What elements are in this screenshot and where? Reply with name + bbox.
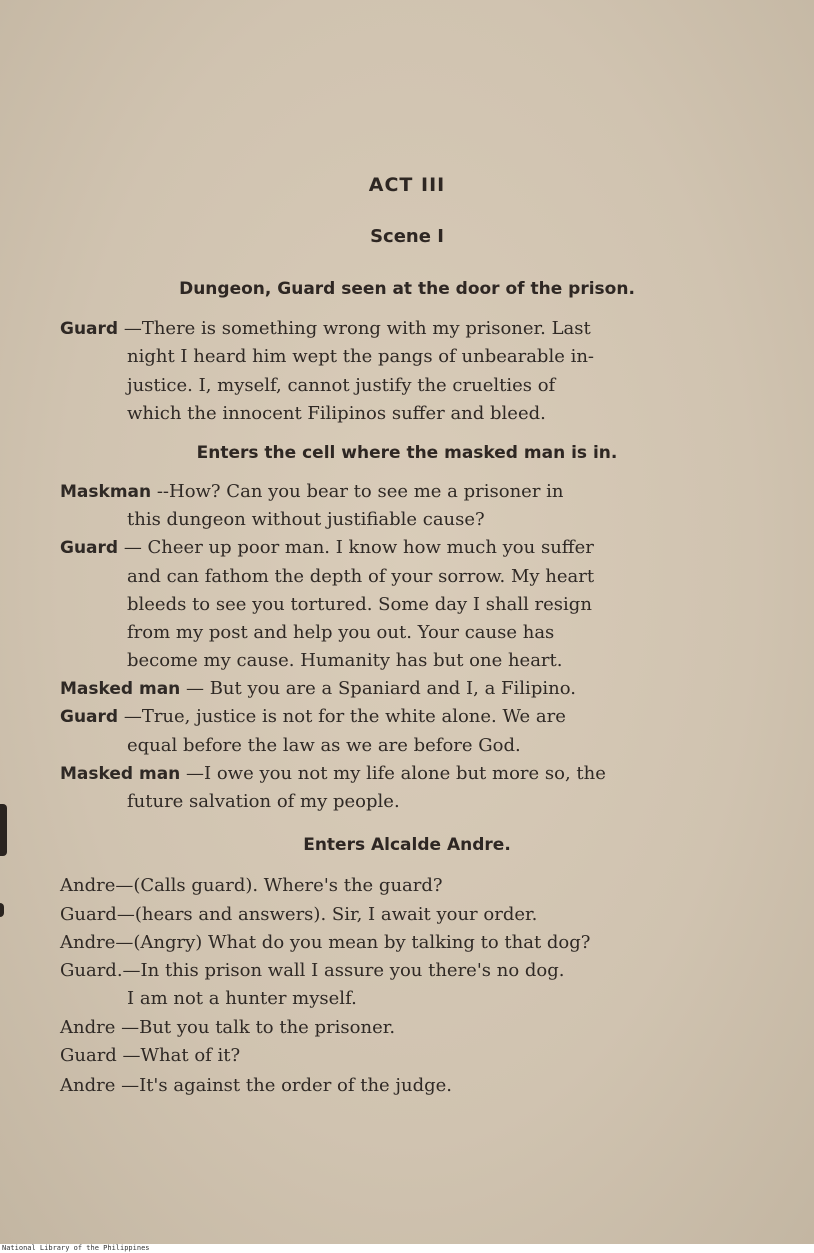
dialogue-line — [127, 373, 555, 399]
binding-mark — [0, 903, 4, 917]
line-text: from my post and help you out. Your cause has — [127, 622, 555, 643]
line-text: become my cause. Humanity has but one heart. — [127, 650, 563, 671]
dialogue-line — [127, 507, 485, 533]
dialogue-line — [60, 958, 565, 984]
speaker: Maskman — [60, 482, 152, 502]
line-text: Andre —But you talk to the prisoner. — [60, 1017, 396, 1038]
line-text: Guard—(hears and answers). Sir, I await your order. — [60, 904, 538, 925]
stage-direction: Enters Alcalde Andre. — [303, 835, 511, 855]
line-text: — But you are a Spaniard and I, a Filipino. — [180, 678, 576, 699]
dialogue-line — [60, 1043, 240, 1069]
line-text: night I heard him wept the pangs of unbearable in- — [127, 346, 595, 367]
line-text: — Cheer up poor man. I know how much you suffer — [118, 537, 594, 558]
dialogue-line — [127, 564, 594, 590]
dialogue-line — [127, 620, 554, 646]
dialogue-line — [127, 401, 546, 427]
line-text: and can fathom the depth of your sorrow. My heart — [127, 566, 595, 587]
scene-heading: Scene I — [370, 226, 444, 247]
dialogue-line — [127, 648, 563, 674]
dialogue-line — [60, 704, 566, 730]
line-text: —True, justice is not for the white alone. We are — [118, 706, 566, 727]
line-text: justice. I, myself, cannot justify the cruelties of — [127, 375, 556, 396]
stage-direction: Dungeon, Guard seen at the door of the prison. — [179, 279, 635, 299]
line-text: Guard —What of it? — [60, 1045, 241, 1066]
line-text: future salvation of my people. — [127, 791, 400, 812]
line-text: Andre —It's against the order of the judge. — [60, 1075, 453, 1096]
line-text: bleeds to see you tortured. Some day I shall resign — [127, 594, 592, 615]
speaker: Guard — [60, 538, 119, 558]
dialogue-line — [60, 535, 594, 561]
speaker: Masked man — [60, 764, 181, 784]
line-text: which the innocent Filipinos suffer and bleed. — [127, 403, 546, 424]
dialogue-line — [127, 344, 594, 370]
line-text: --How? Can you bear to see me a prisoner in — [151, 481, 564, 502]
line-text: this dungeon without justifiable cause? — [127, 509, 485, 530]
dialogue-line — [127, 592, 592, 618]
line-text: Guard.—In this prison wall I assure you there's no dog. — [60, 960, 565, 981]
line-text: Andre—(Calls guard). Where's the guard? — [60, 875, 443, 896]
dialogue-line — [60, 930, 590, 956]
dialogue-line — [60, 902, 537, 928]
footer-bar — [0, 1244, 814, 1253]
line-text: I am not a hunter myself. — [127, 988, 357, 1009]
dialogue-line — [60, 761, 606, 787]
stage-direction: Enters the cell where the masked man is in. — [196, 443, 618, 463]
line-text: equal before the law as we are before God. — [127, 735, 521, 756]
line-text: —There is something wrong with my prisoner. Last — [118, 318, 591, 339]
speaker: Masked man — [60, 679, 181, 699]
footer-credit: National Library of the Philippines — [2, 1244, 150, 1252]
act-heading: ACT III — [368, 174, 446, 196]
dialogue-line — [127, 789, 400, 815]
dialogue-line — [127, 733, 521, 759]
dialogue-line — [60, 479, 564, 505]
dialogue-line — [60, 676, 576, 702]
line-text: Andre—(Angry) What do you mean by talking to that dog? — [60, 932, 591, 953]
dialogue-line — [60, 1015, 395, 1041]
line-text: —I owe you not my life alone but more so, the — [180, 763, 606, 784]
speaker: Guard — [60, 707, 119, 727]
dialogue-line — [127, 986, 357, 1012]
dialogue-line — [60, 873, 443, 899]
dialogue-line — [60, 1073, 452, 1099]
speaker: Guard — [60, 319, 119, 339]
dialogue-line — [60, 316, 591, 342]
